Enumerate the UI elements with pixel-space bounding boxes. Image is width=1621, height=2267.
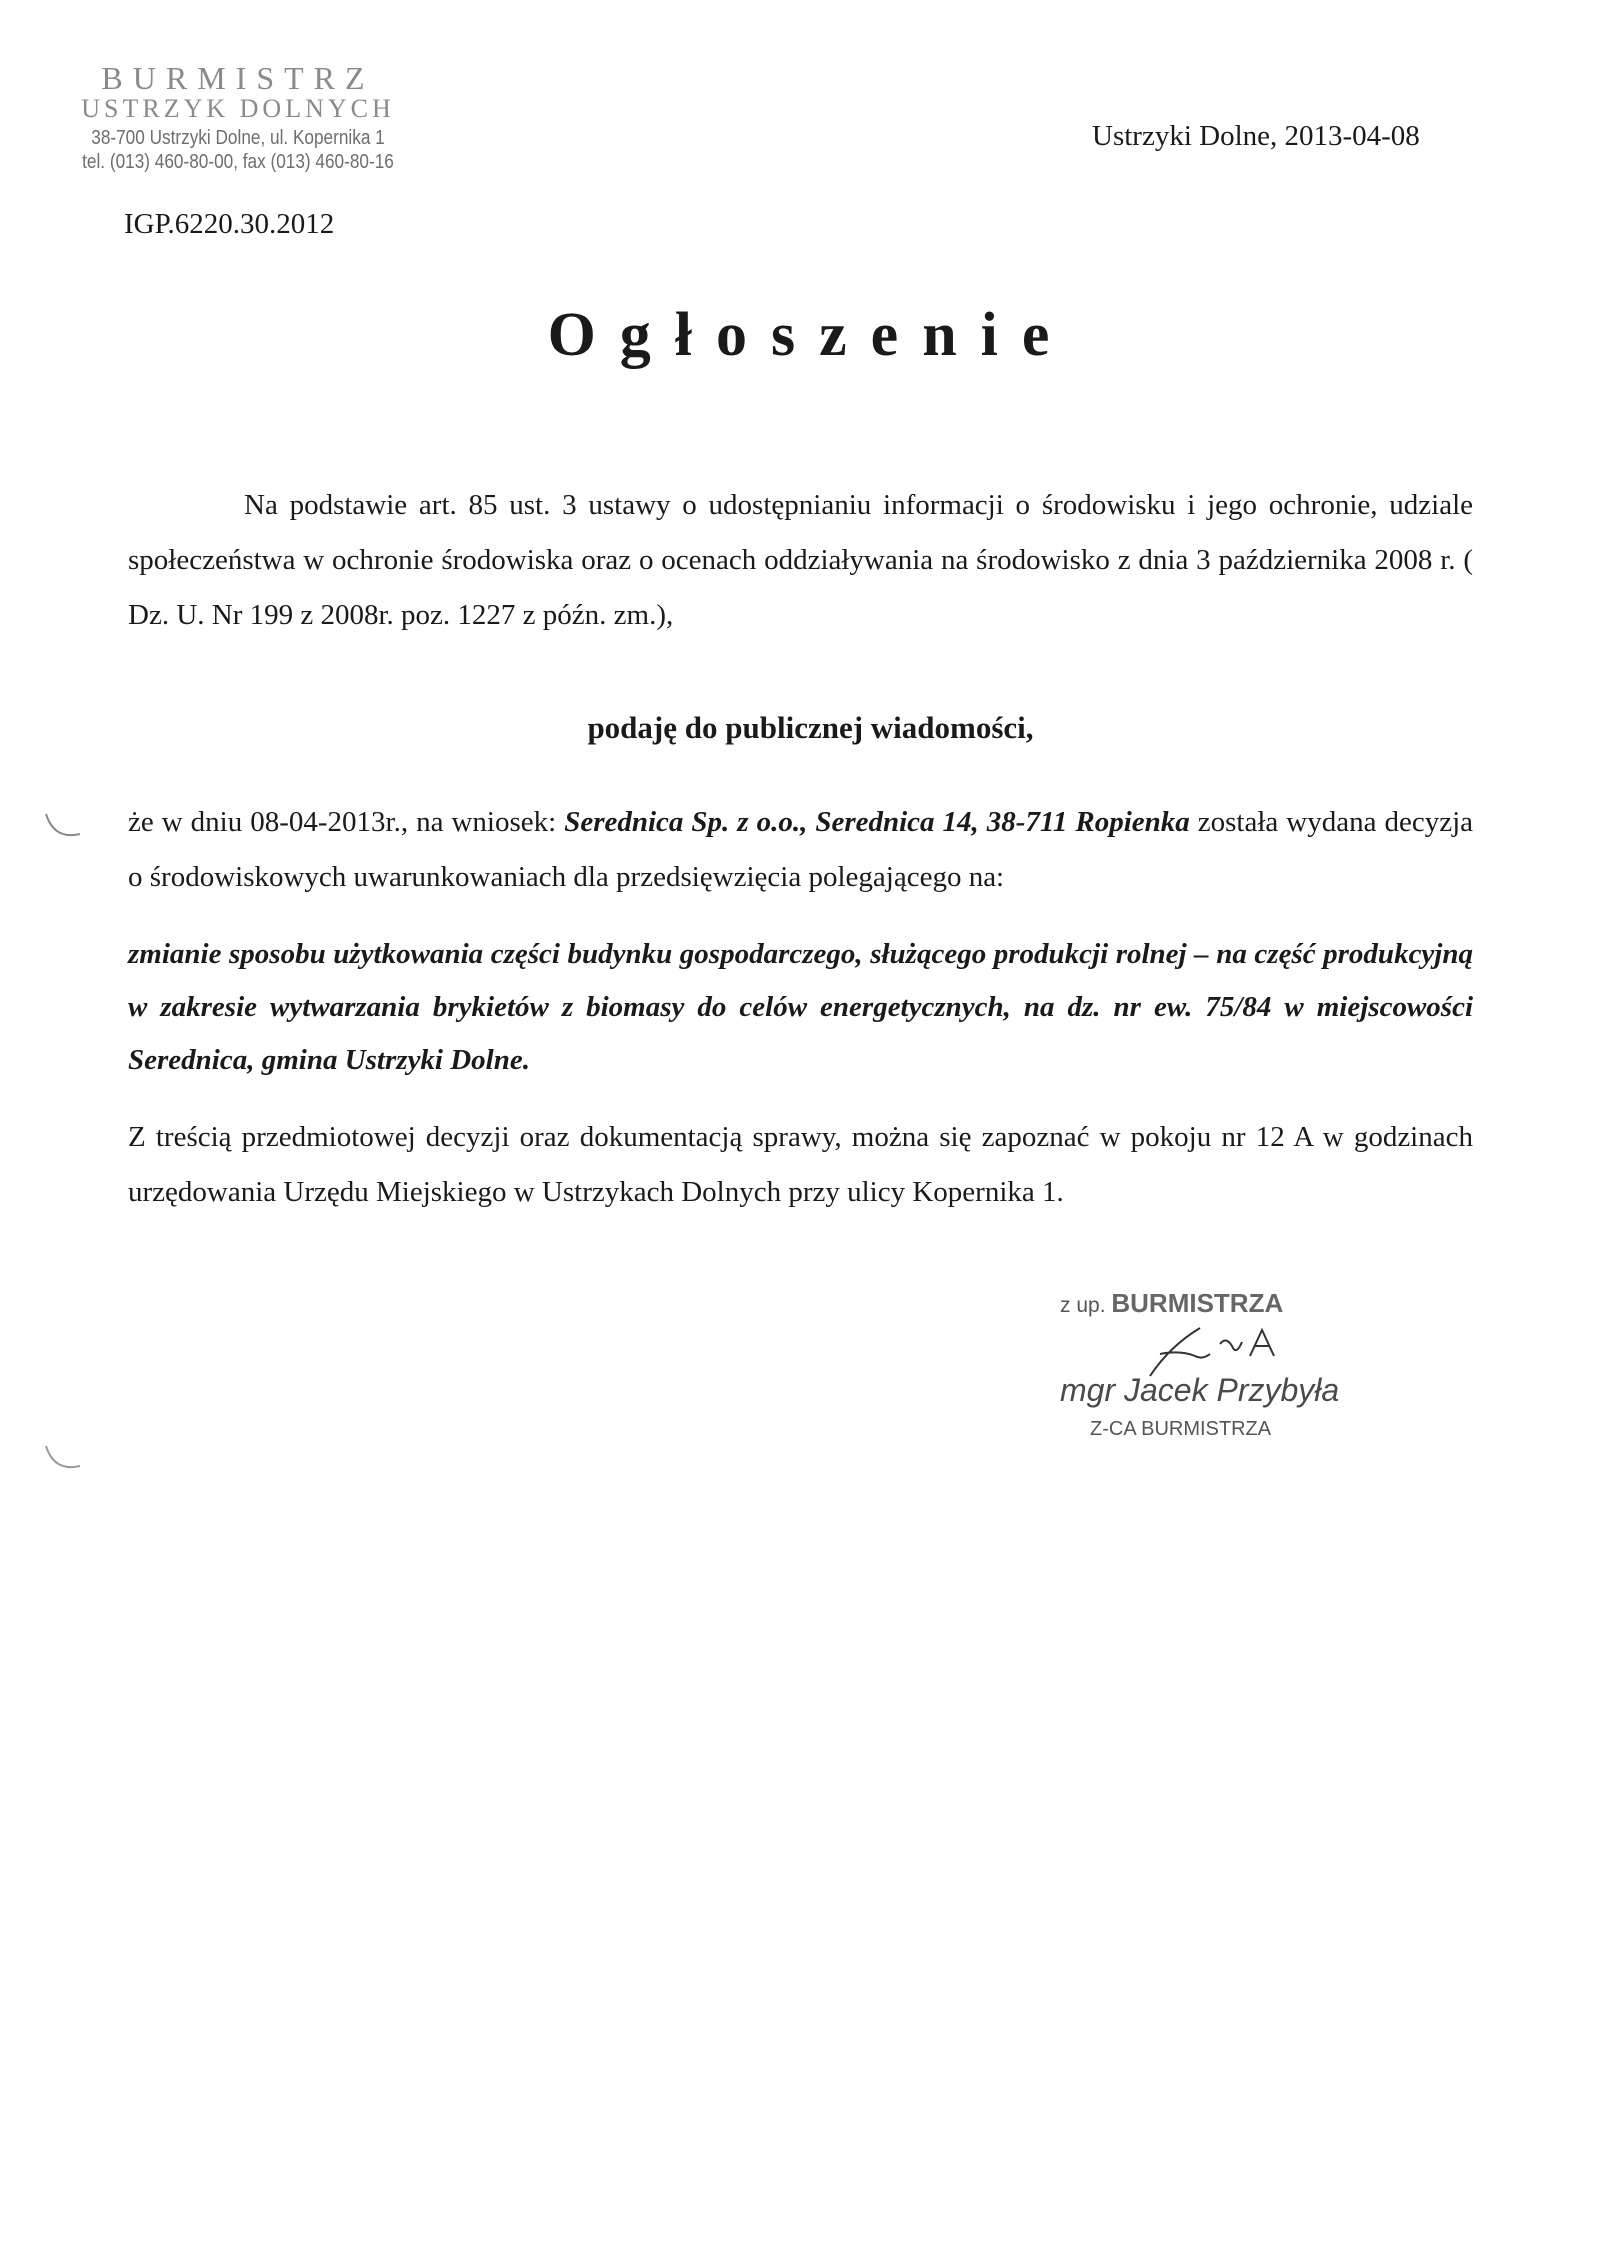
stamp-line-2: USTRZYK DOLNYCH <box>81 94 395 123</box>
signature-authority <box>1060 1288 1283 1319</box>
reference-number: IGP.6220.30.2012 <box>124 208 335 240</box>
signature-office: BURMISTRZA <box>1111 1288 1284 1318</box>
announcement-heading: podaję do publicznej wiadomości, <box>587 710 1034 745</box>
signatory-name: mgr Jacek Przybyła <box>1060 1372 1340 1408</box>
decision-continuation: została wydana decyzja o środowiskowych uwarunkowaniach dla przedsięwzięcia polegającego na: <box>128 806 1473 893</box>
document-title: Ogłoszenie <box>547 301 1074 369</box>
legal-basis-paragraph: Na podstawie art. 85 ust. 3 ustawy o udostępnianiu informacji o środowisku i jego ochronie, udziale społeczeństwa w ochronie środowiska oraz o ocenach oddziaływania na środowisko z dnia 3 października 2008 r. ( Dz. U. Nr 199 z 2008r. poz. 1227 z późn. zm.), <box>128 489 1473 631</box>
punch-hole-mark-top <box>40 808 90 848</box>
punch-hole-mark-bottom <box>40 1440 90 1480</box>
stamp-phone: tel. (013) 460-80-00, fax (013) 460-80-16 <box>82 151 394 173</box>
stamp-line-1: BURMISTRZ <box>101 60 375 96</box>
place-and-date: Ustrzyki Dolne, 2013-04-08 <box>1092 120 1420 152</box>
stamp-address: 38-700 Ustrzyki Dolne, ul. Kopernika 1 <box>91 127 385 149</box>
access-info-paragraph: Z treścią przedmiotowej decyzji oraz dokumentacją sprawy, można się zapoznać w pokoju nr 12 A w godzinach urzędowania Urzędu Miejskiego w Ustrzykach Dolnych przy ulicy Kopernika 1. <box>128 1121 1473 1208</box>
signature-prefix: z up. <box>1060 1294 1106 1317</box>
decision-paragraph <box>128 795 1473 905</box>
applicant-name: Serednica Sp. z o.o., Serednica 14, 38-711 Ropienka <box>564 806 1190 838</box>
signatory-role: Z-CA BURMISTRZA <box>1090 1418 1272 1440</box>
decision-intro: że w dniu 08-04-2013r., na wniosek: <box>128 806 565 838</box>
office-stamp <box>48 62 428 172</box>
project-description: zmianie sposobu użytkowania części budynku gospodarczego, służącego produkcji rolnej – na część produkcyjną w zakresie wytwarzania brykietów z biomasy do celów energetycznych, na dz. nr ew. 75/84 w miejscowości Serednica, gmina Ustrzyki Dolne. <box>128 938 1473 1076</box>
